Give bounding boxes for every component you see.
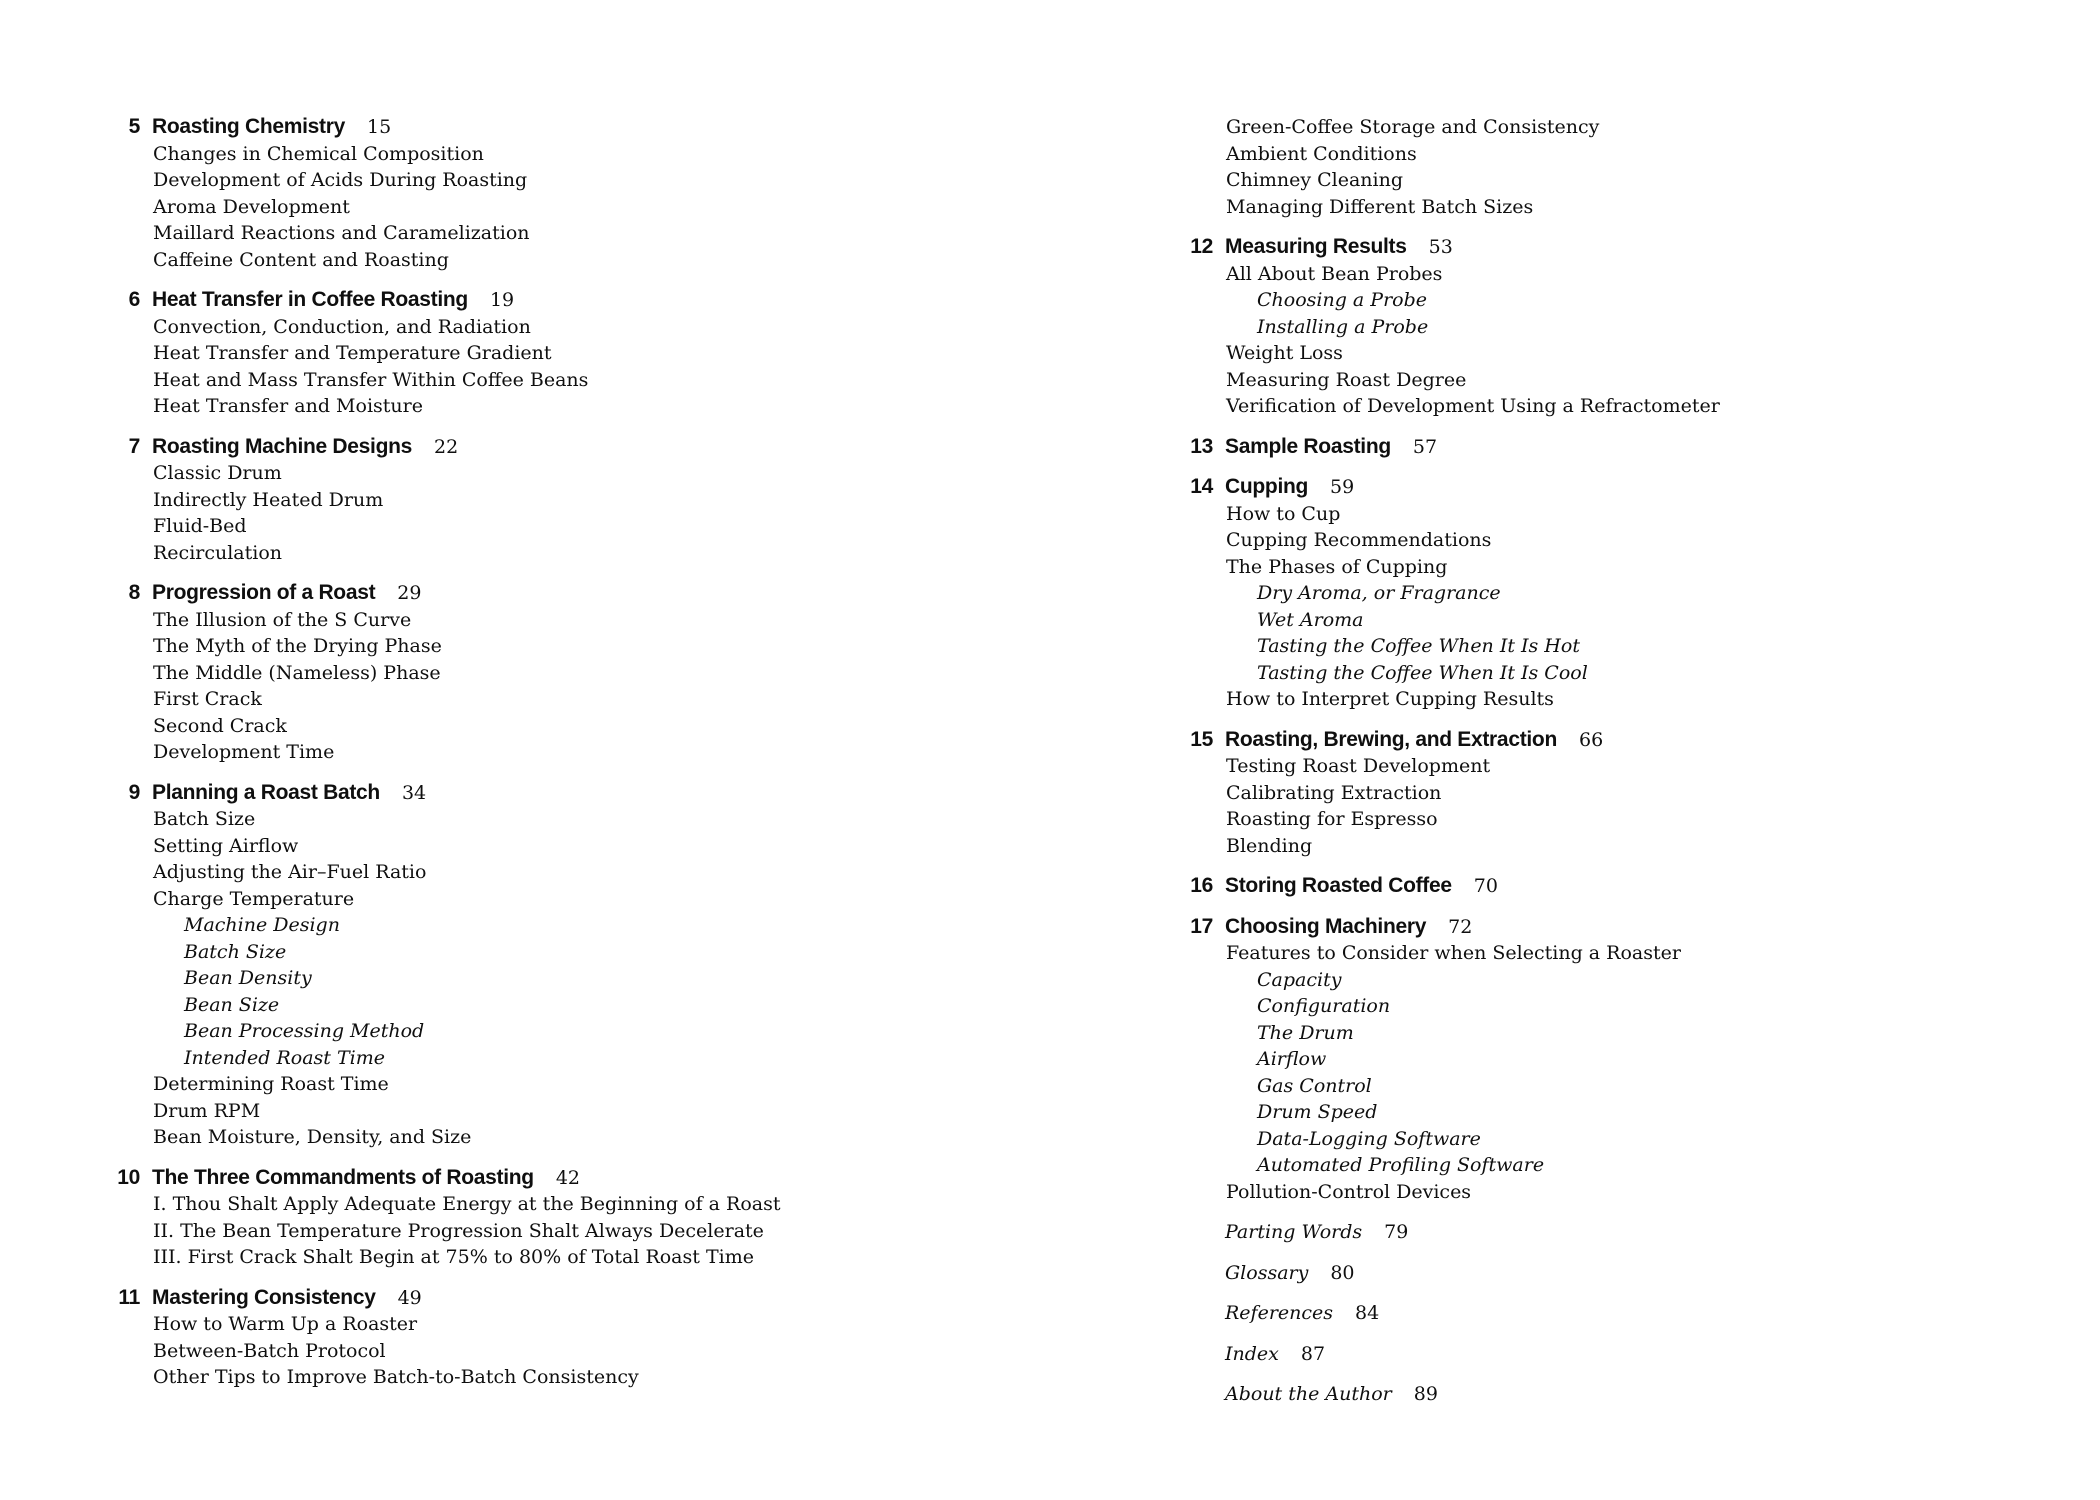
end-matter-entry [1225, 1219, 2065, 1246]
toc-subentry-level2: Automated Profiling Software [1257, 1154, 1545, 1176]
toc-subentry: The Myth of the Drying Phase [153, 635, 442, 657]
chapter-title: Mastering Consistency [152, 1285, 376, 1309]
toc-subentry: Setting Airflow [153, 834, 299, 857]
toc-subentry: Chimney Cleaning [1226, 169, 1404, 191]
chapter-heading [1190, 434, 2065, 461]
chapter-page-number: 66 [1578, 728, 1604, 751]
toc-subentry-level2: Bean Size [184, 993, 280, 1016]
toc-subentry: Fluid-Bed [153, 515, 247, 537]
chapter-number: 15 [1190, 727, 1213, 751]
toc-subentry: Adjusting the Air–Fuel Ratio [153, 861, 427, 883]
toc-subentry-level2: Machine Design [184, 914, 340, 936]
chapter-block [128, 580, 1052, 766]
chapter-heading [128, 780, 1052, 807]
chapter-heading [118, 1285, 1052, 1312]
chapter-block [1190, 234, 2065, 420]
toc-subentry-level2: Tasting the Coffee When It Is Hot [1257, 635, 1580, 657]
end-matter-page-number: 79 [1384, 1221, 1409, 1243]
toc-subentry: III. First Crack Shalt Begin at 75% to 80% of Total Roast Time [153, 1246, 754, 1268]
end-matter-block [1225, 1300, 2065, 1327]
chapter-page-number: 19 [489, 289, 515, 311]
toc-subentry: Determining Roast Time [153, 1073, 389, 1095]
toc-subentry-level2: Bean Processing Method [184, 1020, 425, 1042]
toc-subentry-level2: Installing a Probe [1257, 315, 1429, 338]
toc-subentry: Second Crack [153, 714, 287, 737]
chapter-title: Roasting Machine Designs [152, 434, 413, 458]
chapter-page-number: 22 [434, 435, 459, 458]
chapter-title: Heat Transfer in Coffee Roasting [152, 288, 468, 311]
chapter-title: Cupping [1225, 475, 1309, 498]
chapter-heading [1190, 474, 2065, 501]
toc-subentry: Batch Size [153, 808, 256, 830]
toc-subentry: Green-Coffee Storage and Consistency [1226, 116, 1600, 138]
toc-subentry: Changes in Chemical Composition [153, 142, 484, 165]
end-matter-title: References [1225, 1302, 1334, 1324]
chapter-block [128, 114, 1052, 273]
toc-subentry: Blending [1226, 834, 1313, 857]
chapter-page-number: 53 [1428, 236, 1453, 258]
chapter-page-number: 70 [1473, 875, 1498, 897]
chapter-title: Roasting, Brewing, and Extraction [1225, 727, 1557, 751]
chapter-heading [128, 114, 1052, 141]
toc-subentry: Drum RPM [153, 1099, 261, 1122]
toc-subentry: Heat and Mass Transfer Within Coffee Beans [153, 368, 589, 391]
end-matter-title: About the Author [1225, 1383, 1392, 1405]
chapter-number: 13 [1190, 434, 1213, 458]
toc-subentry: Managing Different Batch Sizes [1226, 195, 1534, 218]
chapter-page-number: 42 [555, 1166, 581, 1189]
toc-subentry: Heat Transfer and Moisture [153, 395, 423, 417]
end-matter-page-number: 89 [1413, 1383, 1438, 1405]
chapter-heading [128, 287, 1052, 314]
end-matter-title: Glossary [1225, 1261, 1309, 1284]
end-matter-entry [1225, 1341, 2065, 1368]
chapter-title: Measuring Results [1225, 235, 1407, 258]
toc-subentry: Verification of Development Using a Refractometer [1226, 395, 1720, 417]
toc-subentry-level2: Data-Logging Software [1257, 1127, 1481, 1150]
chapter-continued-block [1225, 114, 2065, 220]
toc-subentry: Development of Acids During Roasting [153, 169, 528, 191]
end-matter-entry [1225, 1300, 2065, 1327]
end-matter-block [1225, 1219, 2065, 1246]
chapter-title: Storing Roasted Coffee [1225, 874, 1452, 897]
toc-subentry: I. Thou Shalt Apply Adequate Energy at the Beginning of a Roast [153, 1193, 781, 1215]
toc-subentry-level2: Gas Control [1257, 1074, 1372, 1097]
toc-subentry: The Illusion of the S Curve [153, 608, 412, 631]
chapter-title: Roasting Chemistry [152, 115, 345, 138]
toc-subentry: First Crack [153, 688, 262, 710]
toc-subentry: Features to Consider when Selecting a Roaster [1226, 942, 1681, 964]
toc-right-column [1190, 114, 2065, 1408]
chapter-number: 10 [117, 1165, 140, 1189]
toc-subentry: Weight Loss [1226, 342, 1343, 364]
toc-subentry: Bean Moisture, Density, and Size [153, 1126, 472, 1148]
chapter-page-number: 15 [366, 116, 392, 138]
toc-subentry: Charge Temperature [153, 887, 355, 910]
toc-subentry: Development Time [153, 741, 335, 763]
chapter-title: Sample Roasting [1225, 434, 1391, 458]
chapter-heading [128, 434, 1052, 461]
toc-subentry: All About Bean Probes [1226, 262, 1443, 285]
chapter-number: 11 [118, 1285, 140, 1309]
toc-subentry: Ambient Conditions [1226, 142, 1417, 165]
toc-subentry: Maillard Reactions and Caramelization [153, 222, 530, 244]
toc-subentry: II. The Bean Temperature Progression Shalt Always Decelerate [153, 1219, 764, 1242]
toc-subentry-level2: Bean Density [184, 967, 312, 989]
chapter-block [118, 1285, 1052, 1391]
chapter-heading [1190, 727, 2065, 754]
chapter-number: 7 [128, 434, 140, 458]
toc-subentry: Pollution-Control Devices [1226, 1180, 1472, 1203]
chapter-block [128, 434, 1052, 567]
chapter-block [1190, 474, 2065, 713]
toc-subentry: Roasting for Espresso [1226, 808, 1438, 830]
chapter-number: 16 [1190, 874, 1213, 897]
chapter-page-number: 57 [1412, 435, 1438, 458]
end-matter-page-number: 80 [1330, 1261, 1355, 1284]
end-matter-block [1225, 1341, 2065, 1368]
toc-subentry: Between-Batch Protocol [153, 1339, 386, 1362]
chapter-block [128, 287, 1052, 420]
toc-subentry: Caffeine Content and Roasting [153, 248, 449, 271]
toc-subentry: Aroma Development [153, 195, 350, 218]
chapter-title: The Three Commandments of Roasting [152, 1165, 534, 1189]
toc-subentry-level2: Drum Speed [1257, 1101, 1378, 1123]
chapter-heading [1190, 234, 2065, 261]
toc-subentry: Recirculation [153, 541, 283, 564]
toc-subentry-level2: Intended Roast Time [184, 1046, 385, 1069]
toc-subentry-level2: The Drum [1257, 1021, 1354, 1044]
end-matter-page-number: 84 [1355, 1302, 1380, 1324]
chapter-heading [1190, 914, 2065, 941]
toc-subentry-level2: Batch Size [184, 940, 287, 963]
chapter-block [128, 780, 1052, 1151]
toc-subentry: Measuring Roast Degree [1226, 368, 1467, 391]
toc-subentry-level2: Tasting the Coffee When It Is Cool [1257, 661, 1588, 684]
toc-subentry: Heat Transfer and Temperature Gradient [153, 342, 552, 364]
toc-subentry: How to Warm Up a Roaster [153, 1313, 418, 1335]
chapter-number: 8 [128, 581, 140, 604]
end-matter-title: Parting Words [1225, 1221, 1363, 1243]
toc-left-column [117, 114, 1052, 1391]
chapter-title: Choosing Machinery [1225, 914, 1427, 938]
chapter-block [117, 1165, 1052, 1271]
end-matter-entry [1225, 1381, 2065, 1408]
chapter-number: 14 [1190, 475, 1213, 498]
chapter-page-number: 49 [397, 1286, 422, 1309]
end-matter-block [1225, 1381, 2065, 1408]
chapter-number: 17 [1190, 914, 1213, 938]
toc-subentry-level2: Airflow [1257, 1048, 1327, 1070]
chapter-number: 12 [1190, 235, 1213, 258]
toc-subentry-level2: Dry Aroma, or Fragrance [1257, 582, 1501, 604]
end-matter-page-number: 87 [1300, 1342, 1326, 1365]
chapter-page-number: 29 [397, 582, 422, 604]
chapter-page-number: 72 [1448, 915, 1473, 938]
toc-subentry: Convection, Conduction, and Radiation [153, 315, 531, 338]
chapter-page-number: 34 [401, 781, 427, 804]
toc-subentry-level2: Wet Aroma [1257, 608, 1364, 631]
toc-subentry: Cupping Recommendations [1226, 529, 1492, 551]
chapter-block [1190, 914, 2065, 1206]
toc-subentry-level2: Configuration [1257, 995, 1391, 1017]
toc-subentry: How to Cup [1226, 502, 1341, 525]
chapter-number: 6 [128, 288, 140, 311]
chapter-block [1190, 727, 2065, 860]
chapter-title: Progression of a Roast [152, 581, 376, 604]
chapter-heading [117, 1165, 1052, 1192]
end-matter-entry [1225, 1260, 2065, 1287]
toc-subentry: The Middle (Nameless) Phase [153, 661, 441, 684]
toc-subentry: Other Tips to Improve Batch-to-Batch Consistency [153, 1366, 639, 1388]
toc-subentry: Classic Drum [153, 462, 282, 484]
chapter-heading [128, 580, 1052, 607]
toc-subentry: Testing Roast Development [1226, 755, 1491, 777]
end-matter-block [1225, 1260, 2065, 1287]
end-matter-title: Index [1225, 1342, 1279, 1365]
chapter-page-number: 59 [1330, 476, 1355, 498]
chapter-number: 9 [128, 780, 140, 804]
toc-subentry: Indirectly Heated Drum [153, 488, 384, 511]
toc-subentry-level2: Capacity [1257, 968, 1342, 991]
chapter-block [1190, 434, 2065, 461]
toc-subentry-level2: Choosing a Probe [1257, 289, 1427, 311]
chapter-heading [1190, 873, 2065, 900]
chapter-block [1190, 873, 2065, 900]
chapter-title: Planning a Roast Batch [152, 780, 380, 804]
chapter-number: 5 [128, 115, 140, 138]
toc-subentry: How to Interpret Cupping Results [1226, 688, 1554, 710]
toc-subentry: Calibrating Extraction [1226, 781, 1442, 804]
toc-subentry: The Phases of Cupping [1226, 555, 1448, 578]
